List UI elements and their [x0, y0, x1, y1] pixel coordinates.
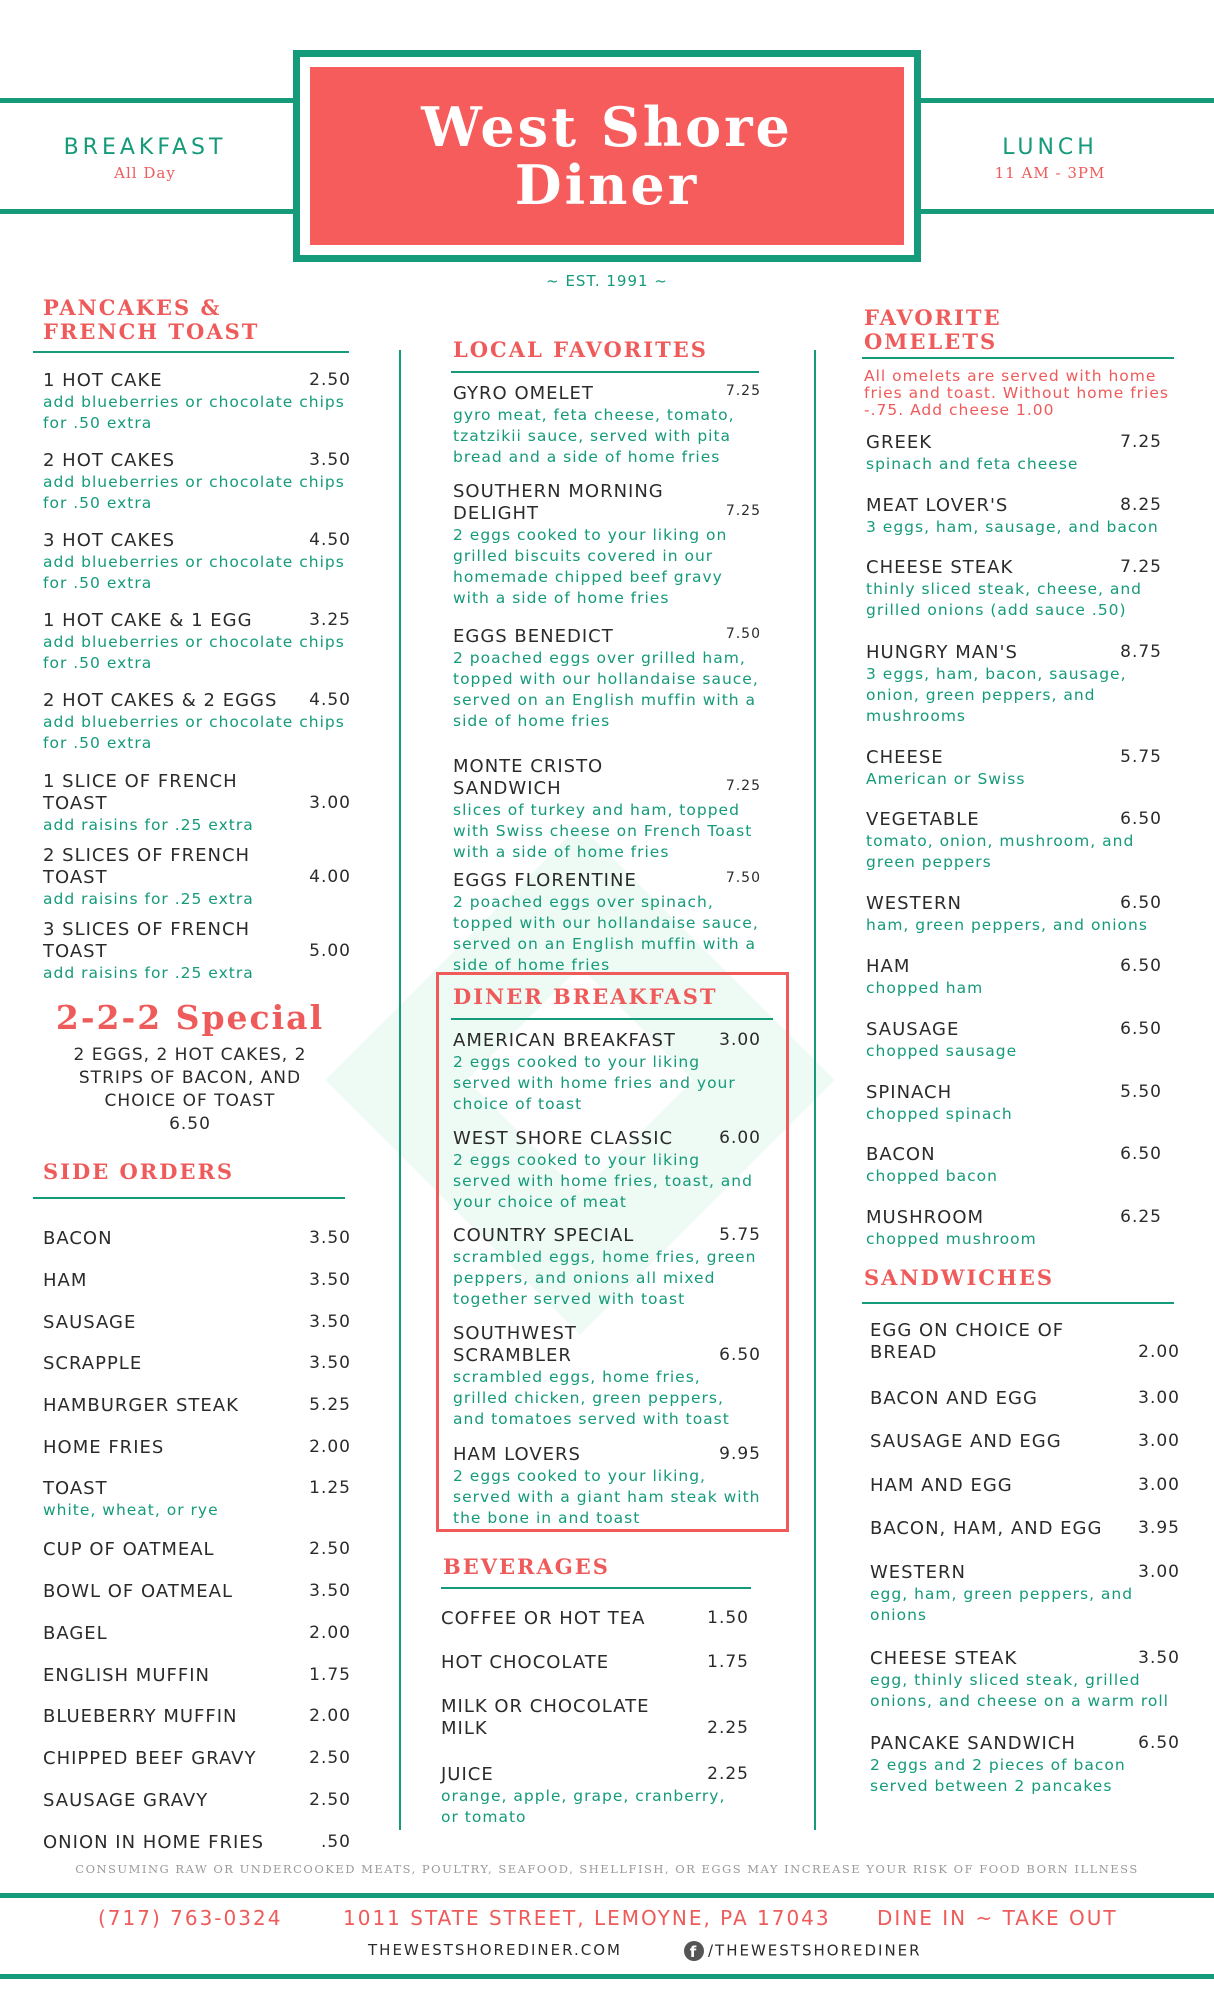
local-favorites-title: LOCAL FAVORITES — [453, 337, 708, 362]
menu-item-name: 2 SLICES OF FRENCH TOAST — [43, 845, 251, 888]
menu-item-description: American or Swiss — [866, 770, 1026, 788]
menu-item-description: add blueberries or chocolate chips for .50 extra — [43, 633, 345, 672]
menu-item-cup-of-oatmeal — [43, 1539, 351, 1561]
menu-item-western — [866, 893, 1162, 936]
menu-item-price: 1.75 — [309, 1665, 351, 1685]
menu-item-english-muffin — [43, 1665, 351, 1687]
established-text: ~ EST. 1991 ~ — [546, 272, 668, 290]
menu-item-description: 2 poached eggs over spinach, topped with our hollandaise sauce, served on an English muffin with a side of home fries — [453, 893, 759, 974]
menu-item-description: white, wheat, or rye — [43, 1501, 219, 1519]
menu-item-description: slices of turkey and ham, topped with Swiss cheese on French Toast with a side of home fries — [453, 801, 753, 861]
menu-item-price: .50 — [320, 1832, 351, 1852]
menu-item-sausage — [43, 1312, 351, 1334]
menu-item-southern-morning-delight — [453, 481, 761, 609]
diner-breakfast-title: DINER BREAKFAST — [453, 984, 718, 1009]
menu-item-price: 6.50 — [1120, 893, 1162, 913]
menu-item-name: HUNGRY MAN'S — [866, 642, 1018, 663]
menu-item-monte-cristo-sandwich — [453, 756, 761, 863]
menu-item-name: HAMBURGER STEAK — [43, 1395, 239, 1416]
menu-item-price: 5.75 — [1120, 747, 1162, 767]
omelets-title-line-2: OMELETS — [864, 329, 998, 354]
omelets-title — [864, 306, 1002, 354]
menu-item-description: chopped ham — [866, 979, 984, 997]
menu-item-price: 7.25 — [725, 383, 761, 399]
menu-item-price: 3.95 — [1138, 1518, 1180, 1538]
menu-item-name: BACON — [866, 1144, 936, 1165]
menu-item-name: COFFEE OR HOT TEA — [441, 1608, 646, 1629]
menu-item-price: 3.00 — [1138, 1431, 1180, 1451]
menu-item-meat-lover-s — [866, 495, 1162, 538]
menu-item-price: 3.50 — [309, 450, 351, 470]
address: 1011 STATE STREET, LEMOYNE, PA 17043 — [343, 1906, 831, 1930]
column-divider-right — [814, 350, 816, 1830]
menu-item-toast — [43, 1478, 351, 1521]
menu-item-1-slice-of-french-toast — [43, 771, 351, 836]
menu-item-greek — [866, 432, 1162, 475]
menu-item-price: 4.00 — [309, 867, 351, 887]
menu-item-eggs-florentine — [453, 870, 761, 976]
facebook-link[interactable] — [684, 1941, 922, 1961]
menu-item-description: 2 eggs cooked to your liking served with home fries and your choice of toast — [453, 1053, 736, 1113]
menu-item-price: 3.50 — [309, 1312, 351, 1332]
header-line-right-top — [914, 98, 1214, 103]
special-items: 2 EGGS, 2 HOT CAKES, 2 STRIPS OF BACON, AND CHOICE OF TOAST — [73, 1045, 307, 1111]
menu-item-description: 3 eggs, ham, bacon, sausage, onion, green peppers, and mushrooms — [866, 665, 1127, 725]
menu-item-description: chopped sausage — [866, 1042, 1018, 1060]
menu-item-name: SCRAPPLE — [43, 1353, 143, 1374]
menu-item-name: BOWL OF OATMEAL — [43, 1581, 233, 1602]
beverages-rule — [441, 1587, 751, 1589]
menu-item-name: WESTERN — [866, 893, 962, 914]
menu-item-price: 2.00 — [309, 1437, 351, 1457]
menu-item-name: MONTE CRISTO SANDWICH — [453, 756, 604, 799]
menu-item-eggs-benedict — [453, 626, 761, 732]
menu-item-name: CHEESE STEAK — [866, 557, 1014, 578]
menu-item-coffee-or-hot-tea — [441, 1608, 749, 1630]
menu-item-price: 6.50 — [1138, 1733, 1180, 1753]
breakfast-hours-text: All Day — [114, 164, 176, 182]
menu-item-name: TOAST — [43, 1478, 108, 1499]
menu-item-price: 5.75 — [719, 1225, 761, 1245]
menu-item-bacon — [43, 1228, 351, 1250]
special-price: 6.50 — [169, 1114, 211, 1134]
menu-item-description: scrambled eggs, home fries, grilled chicken, green peppers, and tomatoes served with toast — [453, 1368, 730, 1428]
menu-item-name: SOUTHWEST SCRAMBLER — [453, 1323, 577, 1366]
menu-item-name: 3 SLICES OF FRENCH TOAST — [43, 919, 251, 962]
phone-number: (717) 763-0324 — [98, 1906, 283, 1930]
menu-item-name: 2 HOT CAKES — [43, 450, 176, 471]
menu-item-price: 3.50 — [309, 1353, 351, 1373]
menu-item-description: add blueberries or chocolate chips for .50 extra — [43, 393, 345, 432]
menu-item-price: 3.50 — [1138, 1648, 1180, 1668]
menu-item-price: 5.00 — [309, 941, 351, 961]
menu-item-bacon — [866, 1144, 1162, 1187]
menu-item-spinach — [866, 1082, 1162, 1125]
menu-item-name: AMERICAN BREAKFAST — [453, 1030, 676, 1051]
menu-item-hamburger-steak — [43, 1395, 351, 1417]
menu-item-description: tomato, onion, mushroom, and green peppers — [866, 832, 1135, 871]
menu-item-name: PANCAKE SANDWICH — [870, 1733, 1076, 1754]
menu-item-blueberry-muffin — [43, 1706, 351, 1728]
menu-item-sausage-gravy — [43, 1790, 351, 1812]
menu-item-name: EGGS FLORENTINE — [453, 870, 637, 891]
menu-item-price: 7.25 — [725, 503, 761, 519]
menu-item-juice — [441, 1764, 749, 1828]
menu-item-vegetable — [866, 809, 1162, 873]
menu-item-name: ENGLISH MUFFIN — [43, 1665, 210, 1686]
menu-item-name: SAUSAGE GRAVY — [43, 1790, 209, 1811]
menu-item-description: add raisins for .25 extra — [43, 890, 254, 908]
menu-item-name: 2 HOT CAKES & 2 EGGS — [43, 690, 278, 711]
menu-item-price: 3.50 — [309, 1228, 351, 1248]
menu-item-price: 2.00 — [1138, 1342, 1180, 1362]
menu-item-western — [870, 1562, 1180, 1626]
menu-item-3-slices-of-french-toast — [43, 919, 351, 984]
menu-item-description: thinly sliced steak, cheese, and grilled onions (add sauce .50) — [866, 580, 1143, 619]
menu-item-name: CHEESE — [866, 747, 944, 768]
menu-item-country-special — [453, 1225, 761, 1310]
menu-item-price: 3.00 — [309, 793, 351, 813]
menu-item-price: 7.25 — [1120, 432, 1162, 452]
menu-item-name: BACON — [43, 1228, 113, 1249]
menu-item-price: 3.00 — [1138, 1475, 1180, 1495]
menu-item-price: 3.00 — [1138, 1562, 1180, 1582]
menu-item-price: 6.50 — [719, 1345, 761, 1365]
menu-item-price: 5.50 — [1120, 1082, 1162, 1102]
local-favorites-rule — [451, 371, 759, 373]
menu-item-name: VEGETABLE — [866, 809, 980, 830]
menu-item-name: SOUTHERN MORNING DELIGHT — [453, 481, 664, 524]
menu-item-description: 2 eggs cooked to your liking served with home fries, toast, and your choice of meat — [453, 1151, 753, 1211]
beverages-title: BEVERAGES — [443, 1554, 610, 1579]
dine-in-take-out: DINE IN ~ TAKE OUT — [877, 1906, 1118, 1930]
menu-item-description: 2 eggs and 2 pieces of bacon served between 2 pancakes — [870, 1756, 1126, 1795]
menu-item-description: ham, green peppers, and onions — [866, 916, 1148, 934]
header-line-right-bottom — [914, 209, 1214, 214]
breakfast-hours — [30, 135, 260, 182]
menu-item-name: HAM — [866, 956, 911, 977]
menu-item-price: 6.25 — [1120, 1207, 1162, 1227]
menu-item-price: 6.50 — [1120, 956, 1162, 976]
menu-item-cheese — [866, 747, 1162, 790]
pancakes-title-line-1: PANCAKES & — [43, 295, 222, 320]
menu-item-scrapple — [43, 1353, 351, 1375]
menu-item-name: EGG ON CHOICE OF BREAD — [870, 1320, 1065, 1363]
logo-box — [310, 67, 904, 245]
menu-item-name: MILK OR CHOCOLATE MILK — [441, 1696, 650, 1739]
menu-item-2-hot-cakes — [43, 450, 351, 514]
menu-item-home-fries — [43, 1437, 351, 1459]
menu-item-milk-or-chocolate-milk — [441, 1696, 749, 1740]
menu-item-description: spinach and feta cheese — [866, 455, 1079, 473]
menu-item-description: chopped bacon — [866, 1167, 998, 1185]
menu-item-name: CUP OF OATMEAL — [43, 1539, 215, 1560]
menu-item-american-breakfast — [453, 1030, 761, 1115]
menu-item-price: 2.25 — [707, 1718, 749, 1738]
menu-item-name: SAUSAGE AND EGG — [870, 1431, 1062, 1452]
omelets-note: All omelets are served with home fries and toast. Without home fries -.75. Add cheese 1.00 — [864, 367, 1169, 419]
food-safety-warning: CONSUMING RAW OR UNDERCOOKED MEATS, POULTRY, SEAFOOD, SHELLFISH, OR EGGS MAY INCREASE YOUR RISK OF FOOD BORN ILLNESS — [75, 1862, 1139, 1876]
footer-line-bottom — [0, 1974, 1214, 1979]
header-line-left-bottom — [0, 209, 300, 214]
menu-item-price: 6.50 — [1120, 1144, 1162, 1164]
side-orders-rule — [33, 1197, 345, 1199]
menu-item-description: egg, thinly sliced steak, grilled onions, and cheese on a warm roll — [870, 1671, 1169, 1710]
menu-item-name: BACON, HAM, AND EGG — [870, 1518, 1103, 1539]
menu-item-price: 1.50 — [707, 1608, 749, 1628]
logo — [293, 50, 921, 262]
menu-item-description: chopped mushroom — [866, 1230, 1037, 1248]
menu-item-bacon-and-egg — [870, 1388, 1180, 1410]
menu-item-description: scrambled eggs, home fries, green peppers, and onions all mixed together served with toast — [453, 1248, 757, 1308]
menu-item-price: 2.00 — [309, 1706, 351, 1726]
menu-item-ham — [43, 1270, 351, 1292]
menu-item-price: 4.50 — [309, 690, 351, 710]
menu-item-name: MUSHROOM — [866, 1207, 985, 1228]
menu-item-name: JUICE — [441, 1764, 494, 1785]
menu-item-sausage — [866, 1019, 1162, 1062]
menu-item-name: SAUSAGE — [43, 1312, 137, 1333]
menu-item-name: COUNTRY SPECIAL — [453, 1225, 635, 1246]
menu-item-mushroom — [866, 1207, 1162, 1250]
menu-item-sausage-and-egg — [870, 1431, 1180, 1453]
menu-item-hungry-man-s — [866, 642, 1162, 727]
menu-item-name: HAM LOVERS — [453, 1444, 581, 1465]
pancakes-rule — [33, 351, 349, 353]
menu-item-description: egg, ham, green peppers, and onions — [870, 1585, 1134, 1624]
menu-item-price: 6.50 — [1120, 809, 1162, 829]
menu-item-description: gyro meat, feta cheese, tomato, tzatzikii sauce, served with pita bread and a side of home fries — [453, 406, 735, 466]
menu-item-name: BACON AND EGG — [870, 1388, 1038, 1409]
menu-item-description: add raisins for .25 extra — [43, 816, 254, 834]
menu-item-price: 2.50 — [309, 370, 351, 390]
menu-item-name: BLUEBERRY MUFFIN — [43, 1706, 238, 1727]
menu-item-description: add raisins for .25 extra — [43, 964, 254, 982]
menu-item-price: 2.50 — [309, 1748, 351, 1768]
menu-item-name: HOME FRIES — [43, 1437, 165, 1458]
menu-item-name: GYRO OMELET — [453, 383, 594, 404]
menu-item-description: orange, apple, grape, cranberry, or tomato — [441, 1787, 726, 1826]
menu-item-ham-and-egg — [870, 1475, 1180, 1497]
menu-item-name: CHEESE STEAK — [870, 1648, 1018, 1669]
menu-item-name: 3 HOT CAKES — [43, 530, 176, 551]
menu-item-price: 7.25 — [1120, 557, 1162, 577]
menu-item-name: ONION IN HOME FRIES — [43, 1832, 265, 1853]
menu-item-gyro-omelet — [453, 383, 761, 468]
menu-item-southwest-scrambler — [453, 1323, 761, 1430]
menu-item-price: 2.25 — [707, 1764, 749, 1784]
side-orders-title: SIDE ORDERS — [43, 1159, 235, 1184]
menu-item-bacon-ham-and-egg — [870, 1518, 1180, 1540]
facebook-handle: /THEWESTSHOREDINER — [708, 1941, 922, 1960]
menu-item-1-hot-cake — [43, 370, 351, 434]
omelets-title-line-1: FAVORITE — [864, 305, 1002, 330]
menu-item-price: 2.00 — [309, 1623, 351, 1643]
menu-item-description: 2 eggs cooked to your liking, served with a giant ham steak with the bone in and toast — [453, 1467, 761, 1527]
menu-item-name: CHIPPED BEEF GRAVY — [43, 1748, 257, 1769]
menu-item-name: WEST SHORE CLASSIC — [453, 1128, 674, 1149]
menu-item-price: 6.00 — [719, 1128, 761, 1148]
menu-item-name: WESTERN — [870, 1562, 966, 1583]
menu-item-cheese-steak — [870, 1648, 1180, 1712]
diner-breakfast-rule — [451, 1018, 773, 1020]
menu-item-description: 2 poached eggs over grilled ham, topped with our hollandaise sauce, served on an English muffin with a side of home fries — [453, 649, 759, 730]
lunch-hours — [935, 135, 1165, 182]
menu-item-price: 3.50 — [309, 1581, 351, 1601]
menu-item-price: 1.75 — [707, 1652, 749, 1672]
menu-item-hot-chocolate — [441, 1652, 749, 1674]
menu-item-price: 2.50 — [309, 1539, 351, 1559]
menu-item-bagel — [43, 1623, 351, 1645]
sandwiches-title: SANDWICHES — [864, 1265, 1054, 1290]
menu-item-price: 3.25 — [309, 610, 351, 630]
special-description — [40, 1044, 340, 1136]
column-divider-left — [399, 350, 401, 1830]
special-title: 2-2-2 Special — [55, 998, 325, 1037]
menu-item-2-hot-cakes-2-eggs — [43, 690, 351, 754]
menu-item-ham-lovers — [453, 1444, 761, 1529]
menu-item-description: add blueberries or chocolate chips for .50 extra — [43, 473, 345, 512]
menu-item-name: 1 HOT CAKE & 1 EGG — [43, 610, 253, 631]
menu-item-name: 1 HOT CAKE — [43, 370, 163, 391]
menu-item-description: chopped spinach — [866, 1105, 1013, 1123]
menu-item-price: 3.00 — [719, 1030, 761, 1050]
menu-item-name: 1 SLICE OF FRENCH TOAST — [43, 771, 238, 814]
website-link[interactable]: THEWESTSHOREDINER.COM — [368, 1941, 622, 1959]
menu-item-price: 1.25 — [309, 1478, 351, 1498]
menu-item-name: EGGS BENEDICT — [453, 626, 614, 647]
facebook-icon: f — [684, 1941, 704, 1961]
menu-item-name: BAGEL — [43, 1623, 108, 1644]
menu-item-price: 8.75 — [1120, 642, 1162, 662]
lunch-label: LUNCH — [1002, 135, 1098, 160]
footer-line-top — [0, 1893, 1214, 1898]
menu-item-chipped-beef-gravy — [43, 1748, 351, 1770]
menu-item-description: add blueberries or chocolate chips for .50 extra — [43, 713, 345, 752]
menu-item-price: 3.50 — [309, 1270, 351, 1290]
menu-item-name: HAM — [43, 1270, 88, 1291]
menu-item-price: 7.25 — [725, 778, 761, 794]
menu-item-name: SPINACH — [866, 1082, 953, 1103]
menu-item-bowl-of-oatmeal — [43, 1581, 351, 1603]
menu-item-price: 6.50 — [1120, 1019, 1162, 1039]
lunch-hours-text: 11 AM - 3PM — [994, 164, 1106, 182]
header-line-left-top — [0, 98, 300, 103]
logo-line-2: Diner — [514, 153, 700, 217]
menu-item-description: 2 eggs cooked to your liking on grilled biscuits covered in our homemade chipped beef gravy with a side of home fries — [453, 526, 728, 607]
menu-item-price: 5.25 — [309, 1395, 351, 1415]
logo-line-1: West Shore — [421, 95, 793, 159]
menu-item-price: 9.95 — [719, 1444, 761, 1464]
menu-item-price: 7.50 — [725, 870, 761, 886]
menu-item-price: 3.00 — [1138, 1388, 1180, 1408]
menu-item-name: MEAT LOVER'S — [866, 495, 1009, 516]
menu-item-price: 8.25 — [1120, 495, 1162, 515]
menu-item-egg-on-choice-of-bread — [870, 1320, 1180, 1364]
omelets-rule — [862, 357, 1174, 359]
menu-item-2-slices-of-french-toast — [43, 845, 351, 910]
menu-item-name: HAM AND EGG — [870, 1475, 1013, 1496]
menu-item-description: 3 eggs, ham, sausage, and bacon — [866, 518, 1159, 536]
menu-item-name: HOT CHOCOLATE — [441, 1652, 610, 1673]
menu-item-3-hot-cakes — [43, 530, 351, 594]
menu-item-pancake-sandwich — [870, 1733, 1180, 1797]
menu-item-onion-in-home-fries — [43, 1832, 351, 1854]
menu-item-price: 7.50 — [725, 626, 761, 642]
sandwiches-rule — [862, 1302, 1174, 1304]
breakfast-label: BREAKFAST — [63, 135, 227, 160]
menu-item-name: SAUSAGE — [866, 1019, 960, 1040]
menu-item-1-hot-cake-1-egg — [43, 610, 351, 674]
menu-item-cheese-steak — [866, 557, 1162, 621]
menu-item-west-shore-classic — [453, 1128, 761, 1213]
menu-item-ham — [866, 956, 1162, 999]
pancakes-title-line-2: FRENCH TOAST — [43, 319, 260, 344]
menu-item-price: 2.50 — [309, 1790, 351, 1810]
pancakes-title — [43, 296, 259, 344]
menu-item-price: 4.50 — [309, 530, 351, 550]
menu-item-name: GREEK — [866, 432, 933, 453]
menu-item-description: add blueberries or chocolate chips for .50 extra — [43, 553, 345, 592]
